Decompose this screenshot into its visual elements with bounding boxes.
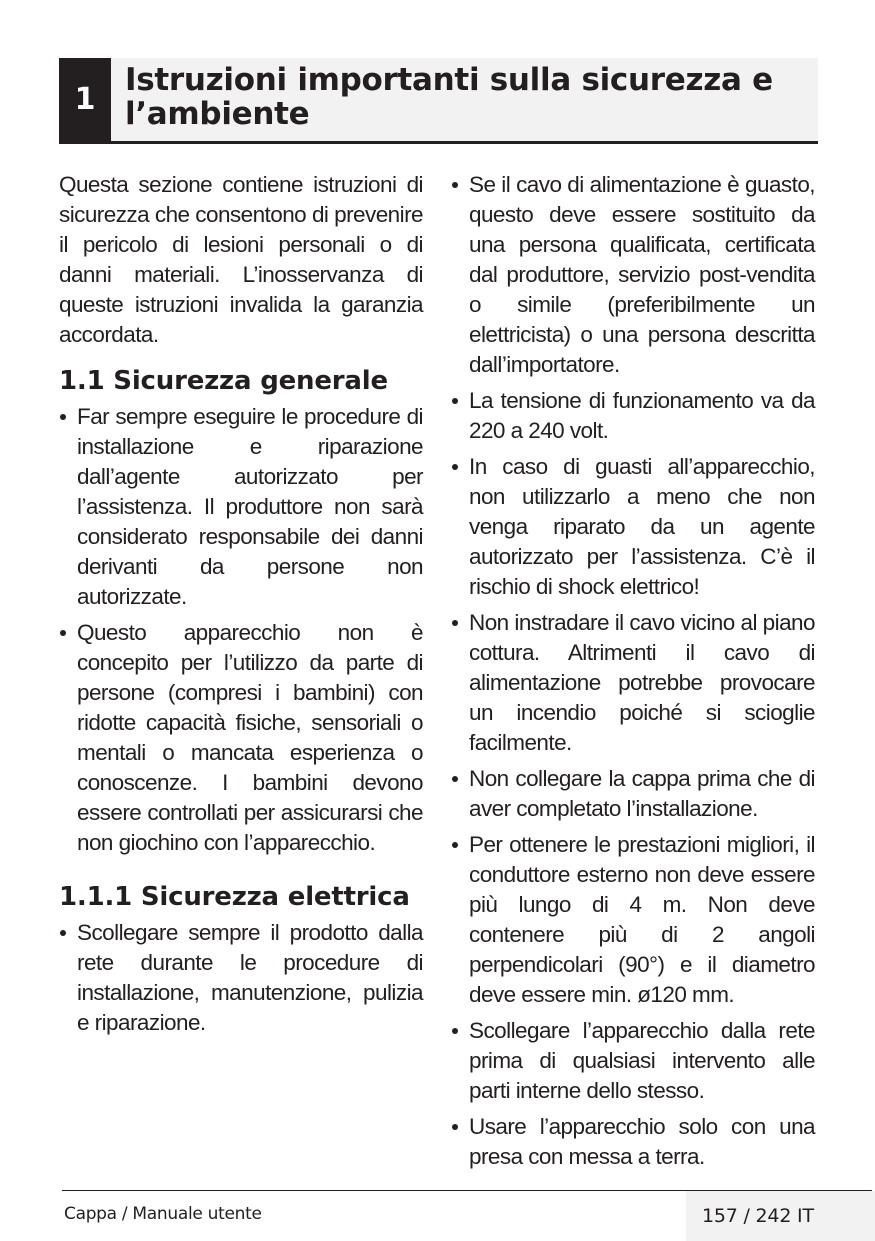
- chapter-number: 1: [59, 58, 111, 141]
- list-item-text: Non instradare il cavo vicino al piano cottura. Altrimenti il cavo di alimentazione potrebbe provocare un incendio poiché si scioglie facilmente.: [469, 610, 815, 755]
- bullet-icon: [60, 630, 66, 636]
- list-item-text: Non collegare la cappa prima che di aver completato l’installazione.: [469, 766, 815, 821]
- bullet-icon: [452, 776, 458, 782]
- chapter-title: Istruzioni importanti sulla sicurezza e l’ambiente: [125, 62, 773, 132]
- list-item-text: Se il cavo di alimentazione è guasto, questo deve essere sostituito da una persona qualificata, certificata dal produttore, servizio post-vendita o simile (preferibilmente un elettricista) o una persona descritta dall’importatore.: [469, 172, 815, 377]
- list-item-text: Scollegare sempre il prodotto dalla rete durante le procedure di installazione, manutenzione, pulizia e riparazione.: [77, 920, 423, 1035]
- list-item: [451, 608, 815, 758]
- list-item-text: Far sempre eseguire le procedure di installazione e riparazione dall’agente autorizzato per l’assistenza. Il produttore non sarà considerato responsabile dei danni derivanti da persone non autorizzate.: [77, 404, 423, 609]
- bullet-icon: [452, 1124, 458, 1130]
- footer-page-box: [686, 1191, 875, 1241]
- list-item: [59, 402, 423, 612]
- list-item: [451, 1016, 815, 1106]
- list-item: [451, 386, 815, 446]
- section-title-electrical-safety: 1.1.1 Sicurezza elettrica: [59, 882, 410, 912]
- page-number: 157 / 242 IT: [702, 1205, 814, 1227]
- list-item: [59, 618, 423, 858]
- list-item-text: Usare l’apparecchio solo con una presa con messa a terra.: [469, 1114, 815, 1169]
- bullet-icon: [60, 930, 66, 936]
- chapter-header: [59, 58, 818, 144]
- section-title-general-safety: 1.1 Sicurezza generale: [59, 366, 388, 396]
- bullet-icon: [452, 398, 458, 404]
- list-item: [451, 1112, 815, 1172]
- list-item: [451, 452, 815, 602]
- bullet-icon: [60, 414, 66, 420]
- bullet-icon: [452, 1028, 458, 1034]
- bullet-icon: [452, 182, 458, 188]
- footer-manual-label: Cappa / Manuale utente: [64, 1204, 262, 1224]
- left-column: [59, 170, 423, 1044]
- list-item-text: La tensione di funzionamento va da 220 a 240 volt.: [469, 388, 815, 443]
- bullet-icon: [452, 842, 458, 848]
- list-item-text: In caso di guasti all’apparecchio, non utilizzarlo a meno che non venga riparato da un agente autorizzato per l’assistenza. C’è il rischio di shock elettrico!: [469, 454, 815, 599]
- list-item-text: Questo apparecchio non è concepito per l’utilizzo da parte di persone (compresi i bambini) con ridotte capacità fisiche, sensoriali o mentali o mancata esperienza o conoscenze. I bambini devono essere controllati per assicurarsi che non giochino con l’apparecchio.: [77, 620, 423, 855]
- bullet-icon: [452, 620, 458, 626]
- bullet-icon: [452, 464, 458, 470]
- list-item: [59, 918, 423, 1038]
- list-item: [451, 764, 815, 824]
- general-safety-list: [59, 402, 423, 858]
- electrical-safety-list-left: [59, 918, 423, 1038]
- list-item-text: Per ottenere le prestazioni migliori, il conduttore esterno non deve essere più lungo di 4 m. Non deve contenere più di 2 angoli perpendicolari (90°) e il diametro deve essere min. ø120 mm.: [469, 832, 815, 1007]
- list-item: [451, 170, 815, 380]
- list-item: [451, 830, 815, 1010]
- intro-paragraph: Questa sezione contiene istruzioni di sicurezza che consentono di prevenire il pericolo di lesioni personali o di danni materiali. L’inosservanza di queste istruzioni invalida la garanzia accordata.: [59, 172, 423, 347]
- right-column: [451, 170, 815, 1178]
- list-item-text: Scollegare l’apparecchio dalla rete prima di qualsiasi intervento alle parti interne dello stesso.: [469, 1018, 815, 1103]
- electrical-safety-list-right: [451, 170, 815, 1172]
